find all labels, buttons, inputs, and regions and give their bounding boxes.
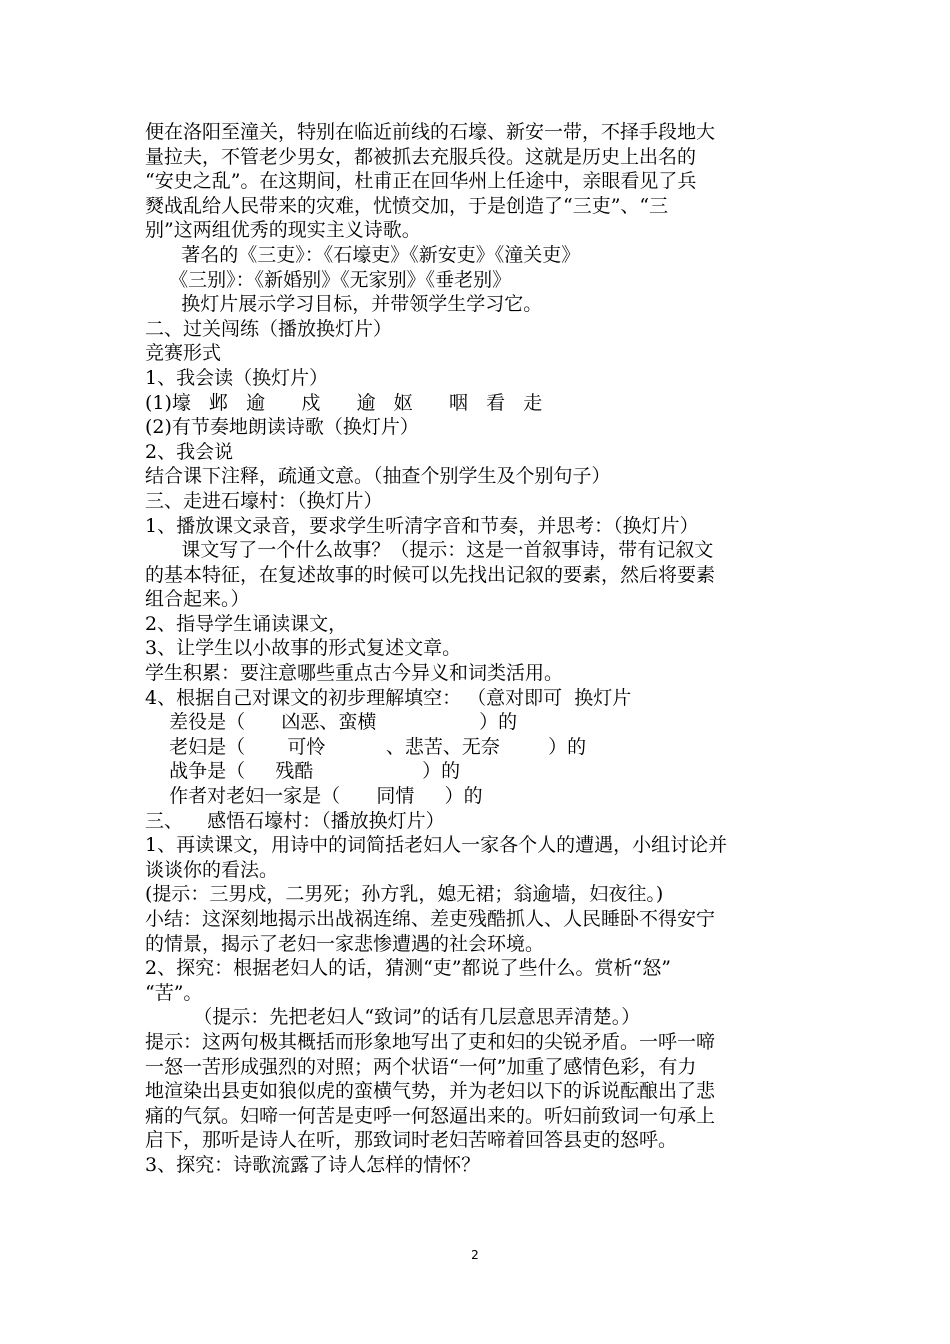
text-line: “安史之乱”。在这期间，杜甫正在回华州上任途中，亲眼看见了兵 <box>145 170 697 193</box>
text-line: 三、 感悟石壕村：（播放换灯片） <box>145 809 445 832</box>
text-line: 痛的气氛。妇啼一何苦是吏呼一何怒逼出来的。听妇前致词一句承上 <box>145 1104 716 1127</box>
text-line: 启下，那听是诗人在听，那致词时老妇苦啼着回答县吏的怒呼。 <box>145 1129 678 1152</box>
text-line: 量拉夫，不管老少男女，都被抓去充服兵役。这就是历史上出名的 <box>145 145 697 168</box>
text-line: 燹战乱给人民带来的灾难，忧愤交加，于是创造了“三吏”、“三 <box>145 194 669 217</box>
text-line: (1)壕 邺 逾 戍 逾 妪 咽 看 走 <box>145 391 543 414</box>
text-line: 作者对老妇一家是（ 同情 ）的 <box>145 785 483 808</box>
text-line: 换灯片展示学习目标，并带领学生学习它。 <box>145 293 543 316</box>
text-line: （提示：先把老妇人“致词”的话有几层意思弄清楚。） <box>145 1006 641 1029</box>
text-line: 一怒一苦形成强烈的对照；两个状语“一何”加重了感情色彩，有力 <box>145 1055 697 1078</box>
text-line: 提示：这两句极其概括而形象地写出了吏和妇的尖锐矛盾。一呼一啼 <box>145 1030 716 1053</box>
text-line: 2、我会说 <box>145 440 234 463</box>
text-line: 的情景，揭示了老妇一家悲惨遭遇的社会环境。 <box>145 932 545 955</box>
text-line: 著名的《三吏》：《石壕吏》《新安吏》《潼关吏》 <box>145 243 581 266</box>
text-line: 4、根据自己对课文的初步理解填空： （意对即可 换灯片 <box>145 686 632 709</box>
text-line: 竞赛形式 <box>145 342 222 365</box>
body-text <box>145 120 813 1178</box>
text-line: 二、过关闯练（播放换灯片） <box>145 317 393 340</box>
text-line: 结合课下注释，疏通文意。（抽查个别学生及个别句子） <box>145 465 611 488</box>
text-line: 1、再读课文，用诗中的词简括老妇人一家各个人的遭遇，小组讨论并 <box>145 834 728 857</box>
page-number: 2 <box>471 1248 479 1262</box>
text-line: 2、指导学生诵读课文， <box>145 612 348 635</box>
text-line: 谈谈你的看法。 <box>145 858 279 881</box>
text-line: “苦”。 <box>145 981 203 1004</box>
text-line: 《三别》：《新婚别》《无家别》《垂老别》 <box>145 268 512 291</box>
text-line: 1、我会读（换灯片） <box>145 366 329 389</box>
text-line: 课文写了一个什么故事？（提示：这是一首叙事诗，带有记叙文 <box>145 539 714 562</box>
text-line: 1、播放课文录音，要求学生听清字音和节奏，并思考：（换灯片） <box>145 514 699 537</box>
text-line: 地渲染出县吏如狼似虎的蛮横气势，并为老妇以下的诉说酝酿出了悲 <box>145 1080 716 1103</box>
text-line: 学生积累：要注意哪些重点古今异义和词类活用。 <box>145 662 564 685</box>
text-line: 战争是（ 残酷 ）的 <box>145 760 461 783</box>
text-line: 三、走进石壕村：（换灯片） <box>145 489 383 512</box>
text-line: (提示：三男戍，二男死；孙方乳，媳无裙；翁逾墙，妇夜往。) <box>145 883 664 906</box>
text-line: 小结：这深刻地揭示出战祸连绵、差吏残酷抓人、人民睡卧不得安宁 <box>145 908 716 930</box>
text-line: 2、探究：根据老妇人的话，猜测“吏”都说了些什么。赏析“怒” <box>145 957 671 980</box>
text-line: 老妇是（ 可怜 、悲苦、无奈 ）的 <box>145 735 587 758</box>
text-line: 便在洛阳至潼关，特别在临近前线的石壕、新安一带，不择手段地大 <box>145 121 716 143</box>
text-line: 3、探究：诗歌流露了诗人怎样的情怀？ <box>145 1153 481 1176</box>
text-line: 组合起来。） <box>145 588 250 611</box>
text-line: 差役是（ 凶恶、蛮横 ）的 <box>145 711 518 734</box>
text-line: 3、让学生以小故事的形式复述文章。 <box>145 637 462 660</box>
text-line: 的基本特征，在复述故事的时候可以先找出记叙的要素，然后将要素 <box>145 563 716 586</box>
text-line: (2)有节奏地朗读诗歌（换灯片） <box>145 416 419 439</box>
text-line: 别”这两组优秀的现实主义诗歌。 <box>145 219 421 242</box>
